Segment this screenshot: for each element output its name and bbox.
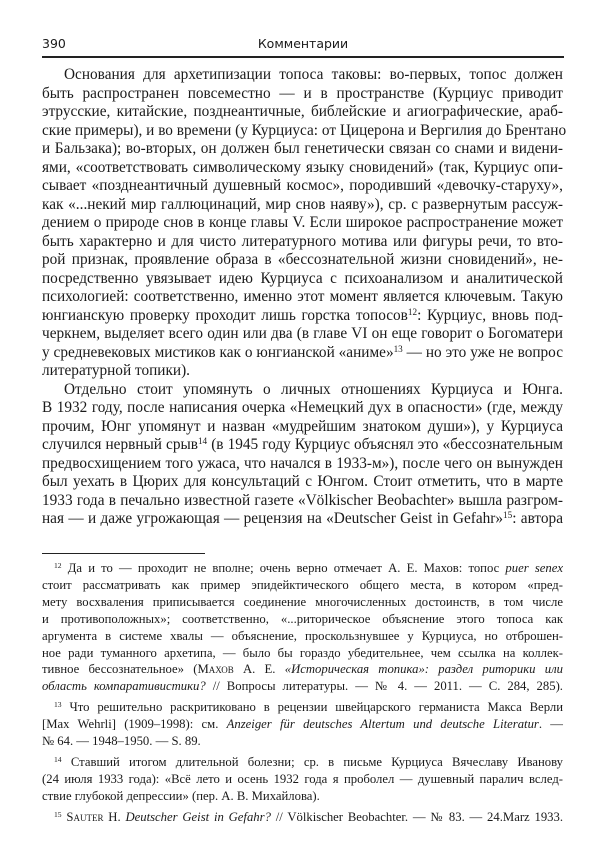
footnote-ref: 15 xyxy=(503,509,513,520)
text-line: психологией: соответственно, именно этот момент является ключевым. Такую xyxy=(42,288,563,305)
running-header xyxy=(42,34,564,58)
text-line: и Бальзака); во-вторых, он должен был генетически связан со снами и видени- xyxy=(42,140,563,157)
footnote-ref: 13 xyxy=(393,343,403,354)
text-line: у средневековых мистиков как о юнгианской «аниме»$^{13}$ — но это уже не вопрос xyxy=(42,343,563,361)
paragraph xyxy=(42,381,563,529)
text-line: $^{14}$ Ставший итогом длительной болезни; ср. в письме Курциуса Вячеславу Иванову xyxy=(54,754,563,769)
footnote-ref: 13 xyxy=(54,700,62,710)
text-line: прочим, Юнг упомянут и назван «мудрейшим знатоком души»), у Курциуса xyxy=(42,417,563,435)
running-title: Комментарии xyxy=(257,36,349,51)
footnotes xyxy=(42,560,563,830)
text-line: стоит рассматривать как пример эпидейктического общего места, в котором «пред- xyxy=(42,577,563,592)
text-line: и противоположных»; соответственно, «...риторическое объяснение этого топоса как xyxy=(42,611,563,626)
footnote-ref: 15 xyxy=(54,809,62,819)
text-line: быть распространен повсеместно — и в пространстве (Курциус приводит xyxy=(42,84,563,102)
text-line: тивное бессознательное» (Махов А. Е. «Историческая топика»: раздел риторики или xyxy=(42,662,563,677)
text-line: литературной топики). xyxy=(42,362,191,379)
text-line: юнгианскую проверку проходит лишь горстка топосов$^{12}$: Курциус, вновь под- xyxy=(42,306,564,324)
paragraph xyxy=(42,66,567,381)
italic-text: puer senex xyxy=(505,561,564,575)
italic-text: область компаративистики? xyxy=(42,679,206,694)
text-line: дением о природе снов в конце главы V. Если широкое распространение может xyxy=(42,214,563,231)
small-caps-text: Махов А. Е. xyxy=(197,662,276,677)
text-line: ские примеры), и во времени (у Курциуса: от Цицерона и Вергилия до Брентано xyxy=(42,121,567,139)
text-line: [Max Wehrli] (1909–1998): см. Anzeiger für deutsches Altertum und deutsche Literatur. — xyxy=(42,717,563,732)
text-line: ное ради туманного архетипа, — было бы гораздо убедительнее, чем ссылка на коллек- xyxy=(42,645,563,660)
text-line: № 64. — 1948–1950. — S. 89. xyxy=(42,734,201,749)
text-line: Отдельно стоит упомянуть о личных отношениях Курциуса и Юнга. xyxy=(64,380,563,398)
small-caps-text: Sauter H. xyxy=(66,809,121,824)
text-line: аргумента в системе хвалы — объяснение, проскользнувшее у Курциуса, но отброшен- xyxy=(42,628,563,643)
footnote-ref: 14 xyxy=(54,754,62,764)
text-line: В 1932 году, после написания очерка «Немецкий дух в опасности» (где, между xyxy=(42,399,563,416)
text-line: посредственно увязывает идею Курциуса с психоанализом и аналитической xyxy=(42,269,563,287)
text-line: сывает «позднеантичный душевный космос», породивший «девочку-старуху», xyxy=(42,177,563,194)
text-line: 1933 года в печально известной газете «Völkischer Beobachter» вышла разгром- xyxy=(42,491,563,509)
text-line: черкнем, выделяет всего один или два (в главе VI он еще говорит о Богоматери xyxy=(42,325,563,342)
text-line: $^{15}$ Sauter H. Deutscher Geist in Gefahr? // Völkischer Beobachter. — № 83. — 24.Marz 1933. xyxy=(54,809,564,824)
footnote xyxy=(42,699,563,750)
page-number: 390 xyxy=(42,36,66,51)
footnote xyxy=(42,754,563,805)
text-line: ствие глубокой депрессии» (пер. А. В. Михайлова). xyxy=(42,788,320,803)
footnote-ref: 12 xyxy=(54,560,62,570)
text-line: $^{13}$ Что решительно раскритиковано в рецензии швейцарского германиста Макса Верли xyxy=(54,700,563,715)
footnote xyxy=(42,809,563,826)
text-line: область компаративистики? // Вопросы литературы. — № 4. — 2011. — С. 284, 285). xyxy=(42,679,563,694)
text-line: мету восхваления приписывается соединение многочисленных достоинств, в том числе xyxy=(42,594,563,609)
text-line: предвосхищением того ужаса, что начался в 1933-м»), после чего он вынужден xyxy=(42,454,563,472)
body-text xyxy=(42,66,567,529)
text-line: (24 июля 1933 года): «Всё лето и осень 1932 года я проболел — душевный паралич вслед- xyxy=(42,771,563,786)
text-line: случился нервный срыв$^{14}$ (в 1945 году Курциус объяснял это «бессознательным xyxy=(42,435,563,453)
text-line: $^{12}$ Да и то — проходит не вполне; очень верно отмечает А. Е. Махов: топос puer senex xyxy=(54,560,564,575)
text-line: был уехать в Цюрих для консультаций с Юнгом. Стоит отметить, что в марте xyxy=(42,473,563,490)
text-line: Основания для архетипизации топоса таковы: во-первых, топос должен xyxy=(64,66,563,83)
italic-text: Deutscher Geist in Gefahr? xyxy=(125,809,271,824)
italic-text: Anzeiger für deutsches Altertum und deutsche Literatur xyxy=(226,717,539,732)
text-line: этрусские, китайские, позднеантичные, библейские и агиографические, араб- xyxy=(42,103,563,120)
text-line: ная — и даже угрожающая — рецензия на «Deutscher Geist in Gefahr»$^{15}$: автора xyxy=(42,509,563,527)
text-line: как «...некий мир галлюцинаций, мир снов наяву»), ср. с развернутым рассуж- xyxy=(42,195,563,213)
footnote-ref: 12 xyxy=(407,306,418,317)
text-line: рой признак, проявление образа в «бессознательной жизни сновидений», не- xyxy=(42,251,563,268)
footnote-divider xyxy=(42,553,205,554)
italic-text: «Историческая топика»: раздел риторики или xyxy=(284,662,563,677)
footnote xyxy=(42,560,563,695)
text-line: ями, «соответствовать символическому языку сновидений» (так, Курциус опи- xyxy=(42,158,563,176)
footnote-ref: 14 xyxy=(197,435,208,446)
text-line: быть характерно и для чисто литературного мотива или фигуры речи, то вто- xyxy=(42,232,563,250)
